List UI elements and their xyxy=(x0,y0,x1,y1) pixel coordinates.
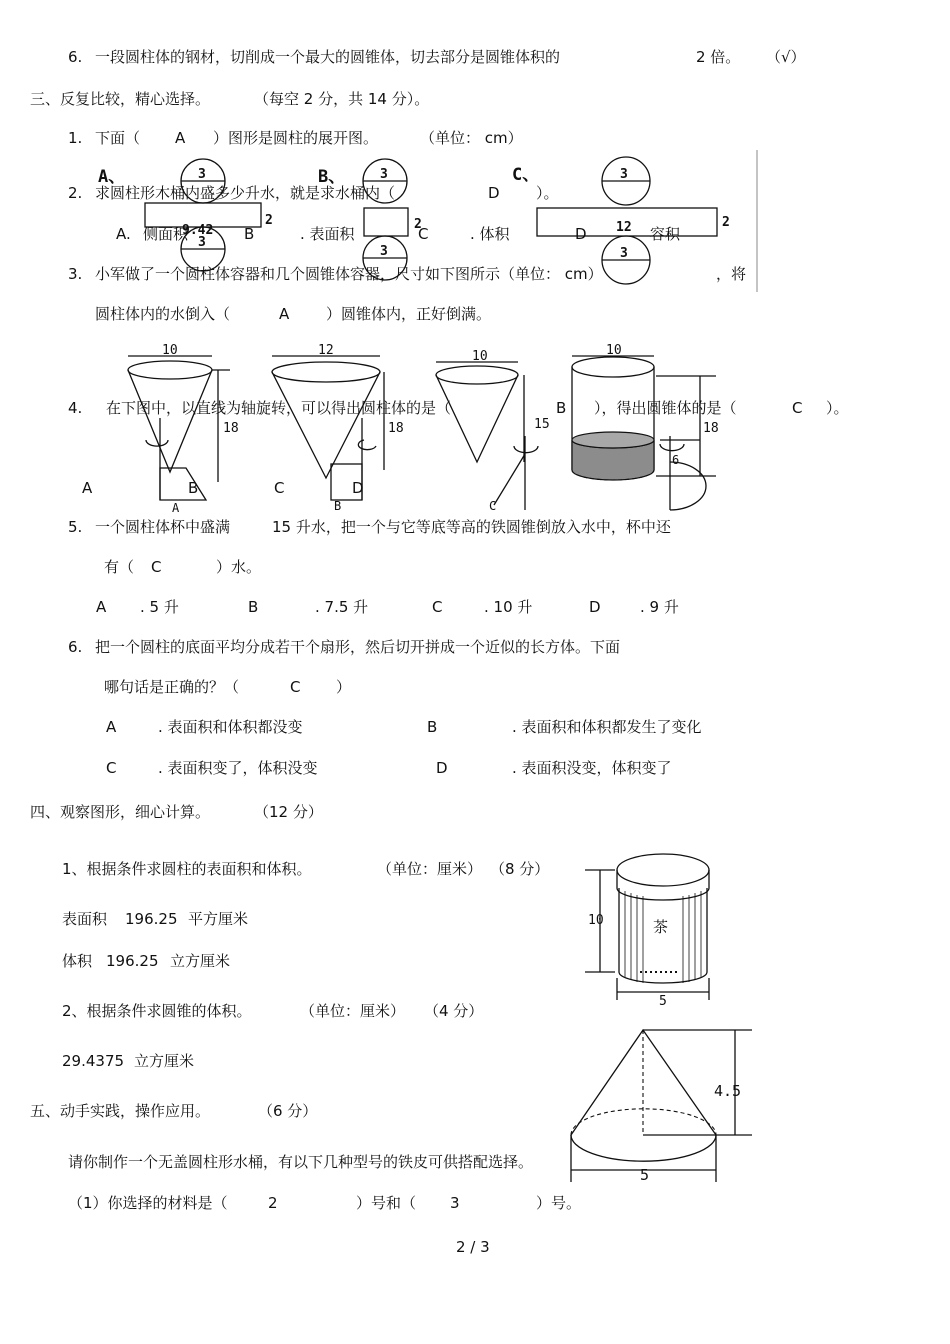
s3-q1-pre: 下面（ xyxy=(95,129,141,147)
s3-q5-opt-c-key: C xyxy=(432,598,443,616)
s3-q1-number: 1. xyxy=(68,129,83,147)
cone-3-diameter: 10 xyxy=(472,349,488,364)
s3-q5-answer: C xyxy=(151,558,162,576)
s3-q1-answer: A xyxy=(175,129,186,147)
s4-surface-value: 196.25 xyxy=(125,910,178,928)
tea-canister-ribs xyxy=(625,891,701,983)
s3-q4-answer-1: B xyxy=(556,399,567,417)
s3-q5-opt-b-text: . 7.5 升 xyxy=(315,598,369,616)
s5-text: 请你制作一个无盖圆柱形水桶，有以下几种型号的铁皮可供搭配选择。 xyxy=(68,1153,534,1171)
s3-q4-pre: 在下图中，以直线为轴旋转，可以得出圆柱体的是（ xyxy=(106,399,452,417)
s3-q5-text-2: 15 升水，把一个与它等底等高的铁圆锥倒放入水中，杯中还 xyxy=(272,518,671,536)
net-b-top-diameter: 3 xyxy=(380,167,388,182)
s3-q2-opt-c-text: . 体积 xyxy=(470,225,510,243)
s3-q2-opt-c-key: C xyxy=(418,225,429,243)
cylinder-diameter: 10 xyxy=(606,343,622,358)
s4-heading: 四、观察图形，细心计算。 xyxy=(30,803,211,821)
s3-q5-post: ）水。 xyxy=(216,558,262,576)
tea-canister-diameter: 5 xyxy=(659,994,667,1009)
s5-q1-mid: ）号和（ xyxy=(356,1194,417,1212)
s3-heading: 三、反复比较，精心选择。 xyxy=(30,90,211,108)
page-number: 2 / 3 xyxy=(456,1238,490,1256)
s3-q3-post: ）圆锥体内，正好倒满。 xyxy=(326,305,492,323)
s3-q4-number: 4. xyxy=(68,399,83,417)
s3-q6-post: ） xyxy=(336,678,352,696)
q4-label-d: D xyxy=(352,479,364,497)
s2-q6-value: 2 倍。 xyxy=(696,48,741,66)
s5-q1-post: ）号。 xyxy=(536,1194,582,1212)
s3-q3-answer: A xyxy=(279,305,290,323)
s5-q1-answer-2: 3 xyxy=(450,1194,460,1212)
s5-score: （6 分） xyxy=(258,1102,318,1120)
s3-q4-post: ）。 xyxy=(826,399,849,417)
net-c-length: 12 xyxy=(616,220,632,235)
s3-q1-unit: （单位： cm） xyxy=(420,129,523,147)
s4-q2-text: 2、根据条件求圆锥的体积。 xyxy=(62,1002,252,1020)
s3-q5-pre: 有（ xyxy=(104,558,135,576)
s5-q1-answer-1: 2 xyxy=(268,1194,278,1212)
s3-q2-opt-d-text: 容积 xyxy=(650,225,681,243)
cone-2-height: 18 xyxy=(388,421,404,436)
cylinder-height: 18 xyxy=(703,421,719,436)
cone-figure xyxy=(571,1030,752,1184)
s4-q1-score: （8 分） xyxy=(490,860,550,878)
s3-q6-opt-c-key: C xyxy=(106,759,117,777)
net-a-bottom-diameter: 3 xyxy=(198,235,206,250)
s4-q1-text: 1、根据条件求圆柱的表面积和体积。 xyxy=(62,860,312,878)
s3-q6-opt-d-key: D xyxy=(436,759,448,777)
s4-volume-value: 196.25 xyxy=(106,952,159,970)
s3-q1-post: ）图形是圆柱的展开图。 xyxy=(213,129,379,147)
s3-score: （每空 2 分，共 14 分）。 xyxy=(254,90,430,108)
cone-1-height: 18 xyxy=(223,421,239,436)
s4-score: （12 分） xyxy=(254,803,323,821)
s3-q5-number: 5. xyxy=(68,518,83,536)
s4-q1-unit: （单位：厘米） xyxy=(377,860,483,878)
s3-q6-text: 把一个圆柱的底面平均分成若干个扇形，然后切开拼成一个近似的长方体。下面 xyxy=(95,638,621,656)
s3-q5-opt-d-key: D xyxy=(589,598,601,616)
net-c-top-diameter: 3 xyxy=(620,167,628,182)
net-c-height: 2 xyxy=(722,215,730,230)
s3-q4-mid: ），得出圆锥体的是（ xyxy=(594,399,737,417)
net-a-label: A、 xyxy=(98,167,126,187)
s3-q6-opt-c-text: . 表面积变了，体积没变 xyxy=(158,759,318,777)
s3-q2-pre: 求圆柱形木桶内盛多少升水，就是求水桶内（ xyxy=(95,184,396,202)
cone-1-diameter: 10 xyxy=(162,343,178,358)
s3-q3-text: 小军做了一个圆柱体容器和几个圆锥体容器，尺寸如下图所示（单位： cm） xyxy=(95,265,603,283)
net-b-bottom-diameter: 3 xyxy=(380,244,388,259)
s3-q2-opt-a-text: 侧面积 xyxy=(143,225,189,243)
s3-q2-opt-b-text: . 表面积 xyxy=(300,225,355,243)
s3-q6-opt-a-text: . 表面积和体积都没变 xyxy=(158,718,303,736)
s3-q4-answer-2: C xyxy=(792,399,803,417)
s3-q5-opt-c-text: . 10 升 xyxy=(484,598,533,616)
q4-label-c: C xyxy=(274,479,285,497)
q4-label-a: A xyxy=(82,479,93,497)
s5-q1-pre: （1）你选择的材料是（ xyxy=(68,1194,228,1212)
tea-canister-height: 10 xyxy=(588,913,604,928)
net-a-height: 2 xyxy=(265,213,273,228)
rotation-shape-a-label: A xyxy=(172,501,180,515)
s4-surface-label: 表面积 xyxy=(62,910,108,928)
s2-q6-answer: （√） xyxy=(766,48,806,66)
s3-q5-text: 一个圆柱体杯中盛满 xyxy=(95,518,231,536)
s3-q2-opt-d-key: D xyxy=(575,225,587,243)
s3-q5-opt-b-key: B xyxy=(248,598,259,616)
net-b-label: B、 xyxy=(318,167,346,187)
rotation-shape-b-label: B xyxy=(334,499,342,513)
s3-q2-opt-b-key: B xyxy=(244,225,255,243)
s3-q6-answer: C xyxy=(290,678,301,696)
net-c-bottom-diameter: 3 xyxy=(620,246,628,261)
s3-q6-opt-b-key: B xyxy=(427,718,438,736)
net-b-height: 2 xyxy=(414,217,422,232)
s4-volume-label: 体积 xyxy=(62,952,93,970)
rotation-shape-c-label: C xyxy=(489,499,497,513)
net-c-label: C、 xyxy=(512,165,540,185)
s4-q2-unit: （单位：厘米） xyxy=(300,1002,406,1020)
s4-cone-volume-value: 29.4375 xyxy=(62,1052,125,1070)
s3-q6-number: 6. xyxy=(68,638,83,656)
s4-volume-unit: 立方厘米 xyxy=(170,952,231,970)
s3-q6-opt-d-text: . 表面积没变，体积变了 xyxy=(512,759,672,777)
s5-heading: 五、动手实践，操作应用。 xyxy=(30,1102,211,1120)
s3-q3-pre: 圆柱体内的水倒入（ xyxy=(95,305,231,323)
cone-diameter: 5 xyxy=(640,1166,650,1184)
net-a-top-diameter: 3 xyxy=(198,167,206,182)
q4-label-b: B xyxy=(188,479,199,497)
s4-cone-volume-unit: 立方厘米 xyxy=(134,1052,195,1070)
cone-3-height: 15 xyxy=(534,417,550,432)
s3-q2-opt-a-key: A. xyxy=(116,225,131,243)
water-height: 6 xyxy=(672,453,680,467)
s3-q6-opt-a-key: A xyxy=(106,718,117,736)
s3-q3-number: 3. xyxy=(68,265,83,283)
s3-q5-opt-a-key: A xyxy=(96,598,107,616)
net-a-length: 9.42 xyxy=(182,223,214,238)
cone-height: 4.5 xyxy=(714,1082,742,1100)
s3-q5-opt-a-text: . 5 升 xyxy=(140,598,179,616)
s3-q3-text-end: ，将 xyxy=(716,265,747,283)
cone-2-diameter: 12 xyxy=(318,343,334,358)
s4-surface-unit: 平方厘米 xyxy=(188,910,249,928)
s2-q6-text: 一段圆柱体的钢材，切削成一个最大的圆锥体，切去部分是圆锥体积的 xyxy=(95,48,561,66)
s3-q2-number: 2. xyxy=(68,184,83,202)
s3-q6-opt-b-text: . 表面积和体积都发生了变化 xyxy=(512,718,702,736)
s3-q2-post: ）。 xyxy=(536,184,559,202)
s3-q5-opt-d-text: . 9 升 xyxy=(640,598,679,616)
s4-q2-score: （4 分） xyxy=(424,1002,484,1020)
tea-character: 茶 xyxy=(653,918,669,936)
s2-q6-number: 6. xyxy=(68,48,83,66)
s3-q6-pre: 哪句话是正确的？（ xyxy=(104,678,240,696)
s3-q2-answer: D xyxy=(488,184,500,202)
